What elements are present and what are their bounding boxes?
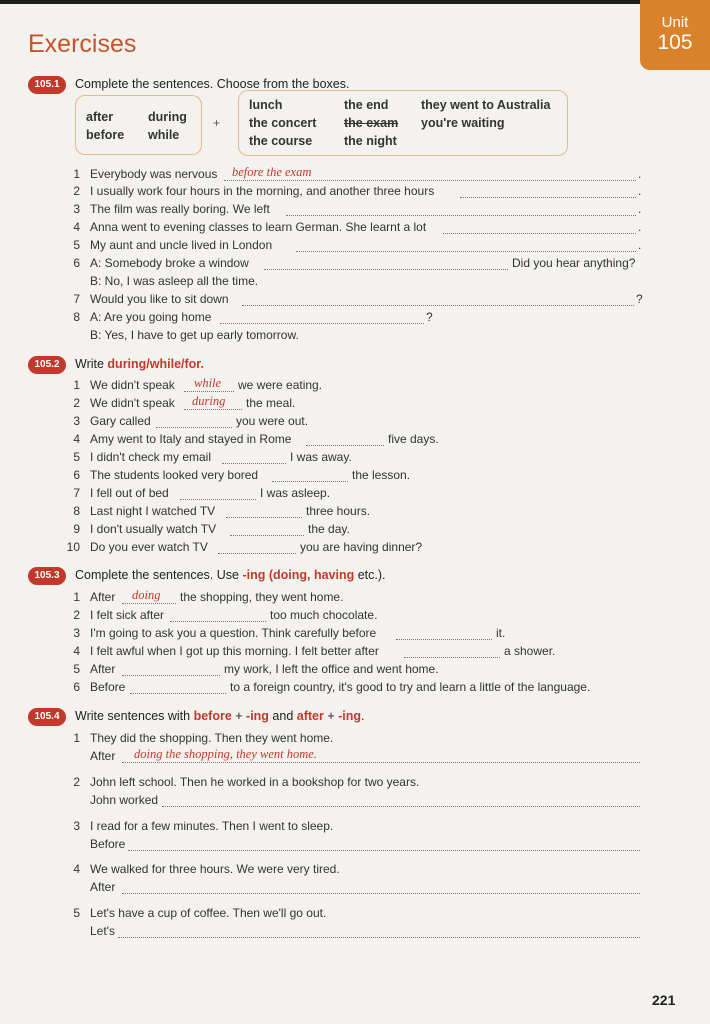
answer-blank[interactable]: [286, 205, 636, 216]
sentence-text: three hours.: [306, 504, 371, 518]
sentence-text: I felt awful when I got up this morning. I felt better after: [90, 644, 379, 658]
exercise-heading-105-3: [75, 568, 386, 582]
box-word: before: [86, 128, 125, 142]
item-number: 8: [73, 504, 80, 518]
answer-blank[interactable]: [218, 543, 296, 554]
sentence-text: My aunt and uncle lived in London: [90, 238, 273, 252]
sentence-end: Did you hear anything?: [512, 256, 636, 270]
sentence-text: Would you like to sit down: [90, 292, 229, 306]
item-number: 1: [73, 378, 80, 392]
sentence-text: A: Somebody broke a window: [90, 256, 249, 270]
box-word: the concert: [249, 116, 317, 130]
answer-blank[interactable]: [272, 471, 348, 482]
answer-blank[interactable]: [118, 927, 640, 938]
sentence-text: I didn't check my email: [90, 450, 212, 464]
heading-highlight: -ing: [338, 709, 362, 723]
answer-blank[interactable]: [122, 665, 220, 676]
sentence-text: They did the shopping. Then they went home.: [90, 731, 334, 745]
sentence-text: the day.: [308, 522, 350, 536]
box-word: lunch: [249, 98, 283, 112]
answer-example: during: [192, 394, 226, 408]
sentence-text: Last night I watched TV: [90, 504, 216, 518]
sentence-text: A: Are you going home: [90, 310, 212, 324]
sentence-text: five days.: [388, 432, 439, 446]
answer-blank[interactable]: [404, 647, 500, 658]
heading-highlight: after: [296, 709, 324, 723]
sentence-end: .: [638, 238, 642, 252]
answer-blank[interactable]: [296, 241, 636, 252]
item-number: 3: [73, 819, 80, 833]
answer-blank[interactable]: [396, 629, 492, 640]
answer-blank[interactable]: [220, 313, 424, 324]
sentence-text: the shopping, they went home.: [180, 590, 344, 604]
sentence-start: After: [90, 749, 116, 763]
sentence-text: After: [90, 590, 116, 604]
heading-text: +: [323, 709, 339, 723]
answer-blank[interactable]: [170, 611, 266, 622]
answer-blank[interactable]: [230, 525, 304, 536]
exercise-heading-105-4: [75, 709, 365, 723]
sentence-text: my work, I left the office and went home.: [224, 662, 439, 676]
sentence-text: I don't usually watch TV: [90, 522, 217, 536]
answer-blank[interactable]: [130, 683, 226, 694]
item-number: 8: [73, 310, 80, 324]
sentence-text: Before: [90, 680, 126, 694]
heading-text: and: [268, 709, 297, 723]
item-number: 2: [73, 608, 80, 622]
sentence-text: We walked for three hours. We were very tired.: [90, 862, 340, 876]
sentence-start: After: [90, 880, 116, 894]
exercise-badge-105-3: 105.3: [28, 567, 66, 585]
sentence-end: .: [638, 167, 642, 181]
item-number: 6: [73, 468, 80, 482]
item-number: 7: [73, 292, 80, 306]
sentence-start: John worked: [90, 793, 159, 807]
sentence-end: .: [638, 220, 642, 234]
item-number: 4: [73, 644, 80, 658]
sentence-end: ?: [636, 292, 643, 306]
sentence-text: I felt sick after: [90, 608, 165, 622]
box-word: while: [148, 128, 180, 142]
item-number: 7: [73, 486, 80, 500]
unit-number: 105: [657, 31, 693, 54]
box-word: during: [148, 110, 187, 124]
answer-example: before the exam: [232, 165, 312, 179]
box-word: the course: [249, 134, 313, 148]
answer-blank[interactable]: [156, 417, 232, 428]
item-number: 1: [73, 731, 80, 745]
sentence-text: the meal.: [246, 396, 296, 410]
sentence-text: I was away.: [290, 450, 352, 464]
item-number: 1: [73, 590, 80, 604]
sentence-text: you were out.: [236, 414, 309, 428]
page-title: Exercises: [28, 30, 137, 58]
item-number: 6: [73, 256, 80, 270]
item-number: 5: [73, 238, 80, 252]
item-number: 5: [73, 662, 80, 676]
exercise-heading-105-1: Complete the sentences. Choose from the boxes.: [75, 77, 350, 91]
sentence-text: The students looked very bored: [90, 468, 259, 482]
word-box-1: [75, 95, 202, 155]
sentence-text: the lesson.: [352, 468, 411, 482]
answer-blank[interactable]: [222, 453, 286, 464]
item-number: 2: [73, 184, 80, 198]
sentence-start: Let's: [90, 924, 115, 938]
exercise-badge-105-2: 105.2: [28, 356, 66, 374]
heading-text: Complete the sentences. Use: [75, 568, 243, 582]
heading-highlight: -ing (doing, having: [242, 568, 355, 582]
exercise-badge-105-1: 105.1: [28, 76, 66, 94]
item-number: 2: [73, 396, 80, 410]
item-number: 1: [73, 167, 80, 181]
answer-blank[interactable]: [306, 435, 384, 446]
answer-blank[interactable]: [443, 223, 636, 234]
answer-blank[interactable]: [122, 883, 640, 894]
item-number: 10: [66, 540, 80, 554]
answer-blank[interactable]: [128, 840, 640, 851]
item-number: 4: [73, 862, 80, 876]
item-number: 4: [73, 220, 80, 234]
sentence-text: I read for a few minutes. Then I went to sleep.: [90, 819, 334, 833]
word-box-2: [238, 90, 568, 156]
sentence-text: Anna went to evening classes to learn German. She learnt a lot: [90, 220, 427, 234]
sentence-text: I was asleep.: [260, 486, 331, 500]
plus-sign: +: [213, 116, 221, 130]
sentence-text: it.: [496, 626, 506, 640]
box-word-used: the exam: [344, 116, 399, 130]
heading-text: .: [361, 709, 365, 723]
sentence-text: I'm going to ask you a question. Think carefully before: [90, 626, 377, 640]
box-word: the night: [344, 134, 397, 148]
box-word: you're waiting: [421, 116, 505, 130]
sentence-text: Amy went to Italy and stayed in Rome: [90, 432, 292, 446]
answer-blank[interactable]: [226, 507, 302, 518]
unit-tab: [640, 0, 710, 70]
answer-blank[interactable]: [224, 170, 636, 181]
box-word: the end: [344, 98, 389, 112]
sentence-text: I usually work four hours in the morning, and another three hours: [90, 184, 435, 198]
heading-highlight: -ing: [246, 709, 269, 723]
sentence-end: ?: [426, 310, 433, 324]
sentence-text: The film was really boring. We left: [90, 202, 270, 216]
item-number: 3: [73, 626, 80, 640]
sentence-text: we were eating.: [238, 378, 323, 392]
sentence-text: Let's have a cup of coffee. Then we'll go out.: [90, 906, 327, 920]
sentence-text: After: [90, 662, 116, 676]
sentence-text: We didn't speak: [90, 396, 175, 410]
heading-highlight: before: [193, 709, 232, 723]
heading-text: Write: [75, 357, 108, 371]
sentence-text: you are having dinner?: [300, 540, 423, 554]
item-number: 4: [73, 432, 80, 446]
item-number: 5: [73, 450, 80, 464]
answer-blank[interactable]: [180, 489, 256, 500]
answer-blank[interactable]: [460, 187, 636, 198]
item-number: 9: [73, 522, 80, 536]
sentence-reply: B: Yes, I have to get up early tomorrow.: [90, 328, 299, 342]
sentence-text: We didn't speak: [90, 378, 175, 392]
sentence-text: Everybody was nervous: [90, 167, 218, 181]
sentence-text: I fell out of bed: [90, 486, 169, 500]
exercise-heading-105-2: [75, 357, 204, 371]
answer-example: doing the shopping, they went home.: [134, 747, 317, 761]
item-number: 3: [73, 414, 80, 428]
item-number: 5: [73, 906, 80, 920]
sentence-text: to a foreign country, it's good to try and learn a little of the language.: [230, 680, 591, 694]
sentence-text: Do you ever watch TV: [90, 540, 208, 554]
item-number: 2: [73, 775, 80, 789]
answer-blank[interactable]: [264, 259, 508, 270]
box-word: after: [86, 110, 114, 124]
box-word: they went to Australia: [421, 98, 551, 112]
sentence-text: John left school. Then he worked in a bookshop for two years.: [90, 775, 420, 789]
top-rule: [0, 0, 640, 4]
sentence-text: Gary called: [90, 414, 151, 428]
unit-label: Unit: [661, 14, 689, 31]
heading-highlight: during/while/for.: [107, 357, 204, 371]
sentence-reply: B: No, I was asleep all the time.: [90, 274, 259, 288]
sentence-text: a shower.: [504, 644, 556, 658]
sentence-start: Before: [90, 837, 126, 851]
answer-example: while: [194, 376, 222, 390]
sentence-end: .: [638, 184, 642, 198]
sentence-end: .: [638, 202, 642, 216]
answer-blank[interactable]: [162, 796, 640, 807]
answer-blank[interactable]: [242, 295, 634, 306]
heading-text: Write sentences with: [75, 709, 194, 723]
item-number: 6: [73, 680, 80, 694]
exercise-badge-105-4: 105.4: [28, 708, 66, 726]
heading-text: etc.).: [354, 568, 386, 582]
item-number: 3: [73, 202, 80, 216]
answer-example: doing: [132, 588, 161, 602]
heading-text: +: [231, 709, 247, 723]
sentence-text: too much chocolate.: [270, 608, 378, 622]
page-number: 221: [652, 992, 676, 1008]
